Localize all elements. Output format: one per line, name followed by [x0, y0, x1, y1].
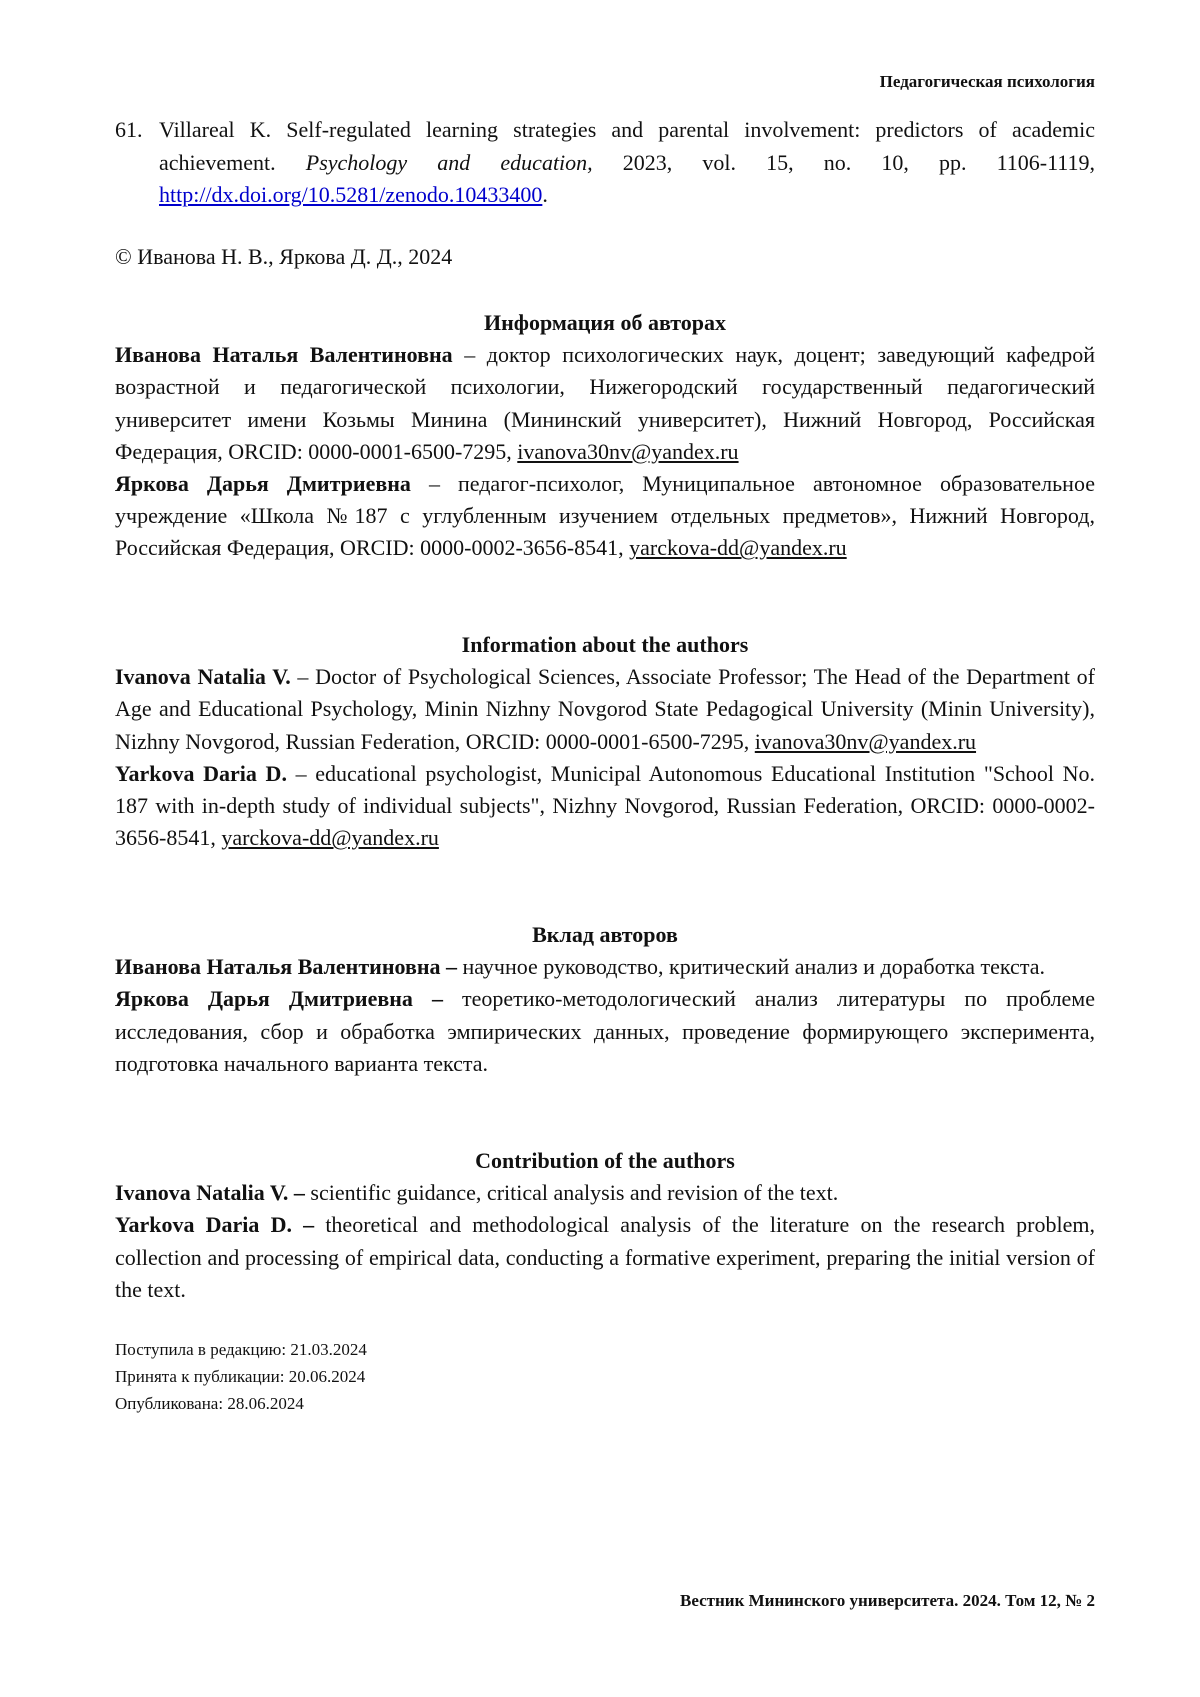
contribution-text: научное руководство, критический анализ и доработка текста. [457, 954, 1045, 980]
author-entry [115, 468, 1095, 565]
author-email[interactable]: yarckova-dd@yandex.ru [221, 825, 439, 851]
author-entry [115, 758, 1095, 855]
contribution-entry [115, 951, 1095, 983]
author-name: Иванова Наталья Валентиновна – [115, 954, 458, 980]
author-description: – Doctor of Psychological Sciences, Associate Professor; The Head of the Department of Age and Educational Psychology, Minin Nizhny Novgorod State Pedagogical University (Minin University), Nizhny Novgorod, Russian Federation, ORCID: 0000-0001-6500-7295, [115, 664, 1095, 754]
author-email[interactable]: yarckova-dd@yandex.ru [629, 535, 847, 561]
authors-info-ru [115, 307, 1095, 565]
contribution-text: theoretical and methodological analysis of the literature on the research problem, collection and processing of empirical data, conducting a formative experiment, preparing the initial version of the text. [115, 1212, 1095, 1302]
author-name: Яркова Дарья Дмитриевна [115, 471, 411, 497]
reference-details: 2023, vol. 15, no. 10, pp. 1106-1119, [592, 149, 1095, 175]
publication-dates [115, 1336, 367, 1417]
section-title: Информация об авторах [483, 310, 727, 335]
author-email[interactable]: ivanova30nv@yandex.ru [517, 438, 739, 464]
contribution-entry [115, 1209, 1095, 1306]
author-description: – педагог-психолог, Муниципальное автономное образовательное учреждение «Школа №187 с углубленным изучением отдельных предметов», Нижний Новгород, Российская Федерация, ORCID: 0000-0002-3656-8541, [115, 471, 1095, 561]
author-entry [115, 339, 1095, 468]
author-description: – доктор психологических наук, доцент; заведующий кафедрой возрастной и педагогической психологии, Нижегородский государственный педагогический университет имени Козьмы Минина (Мининский университет), Нижний Новгород, Российская Федерация, ORCID: 0000-0001-6500-7295, [115, 342, 1095, 464]
section-title: Information about the authors [461, 632, 749, 657]
author-name: Иванова Наталья Валентиновна [115, 342, 453, 368]
running-head: Педагогическая психология [879, 72, 1095, 91]
author-name: Ivanova Natalia V. [115, 664, 291, 690]
authors-info-en [115, 629, 1095, 854]
author-name: Yarkova Daria D. [115, 760, 287, 786]
date-published: Опубликована: 28.06.2024 [115, 1394, 304, 1413]
reference-trailing: . [542, 182, 548, 207]
reference-text: Villareal K. Self-regulated learning strategies and parental involvement: predictors of academic achievement. [159, 117, 1095, 175]
reference-number: 61. [115, 117, 143, 142]
section-title: Вклад авторов [532, 922, 678, 947]
author-name: Ivanova Natalia V. – [115, 1180, 305, 1206]
reference-item [115, 114, 1095, 212]
date-received: Поступила в редакцию: 21.03.2024 [115, 1340, 367, 1359]
reference-journal: Psychology and education, [305, 149, 593, 175]
section-title: Contribution of the authors [475, 1148, 735, 1173]
contribution-text: теоретико-методологический анализ литературы по проблеме исследования, сбор и обработка эмпирических данных, проведение формирующего эксперимента, подготовка начального варианта текста. [115, 986, 1095, 1076]
date-accepted: Принята к публикации: 20.06.2024 [115, 1367, 366, 1386]
author-email[interactable]: ivanova30nv@yandex.ru [754, 728, 977, 754]
doi-link[interactable]: http://dx.doi.org/10.5281/zenodo.10433400 [159, 182, 543, 207]
author-entry [115, 661, 1095, 758]
author-description: – educational psychologist, Municipal Autonomous Educational Institution "School No. 187 with in-depth study of individual subjects", Nizhny Novgorod, Russian Federation, ORCID: 0000-0002-3656-8541, [115, 760, 1095, 851]
contribution-en [115, 1145, 1095, 1306]
contribution-entry [115, 1177, 1095, 1209]
author-name: Yarkova Daria D. – [115, 1212, 315, 1238]
copyright: © Иванова Н. В., Яркова Д. Д., 2024 [115, 244, 453, 269]
contribution-text: scientific guidance, critical analysis and revision of the text. [304, 1180, 839, 1206]
running-footer: Вестник Мининского университета. 2024. Том 12, № 2 [680, 1591, 1095, 1610]
author-name: Яркова Дарья Дмитриевна – [115, 986, 443, 1012]
contribution-ru [115, 919, 1095, 1080]
contribution-entry [115, 983, 1095, 1080]
